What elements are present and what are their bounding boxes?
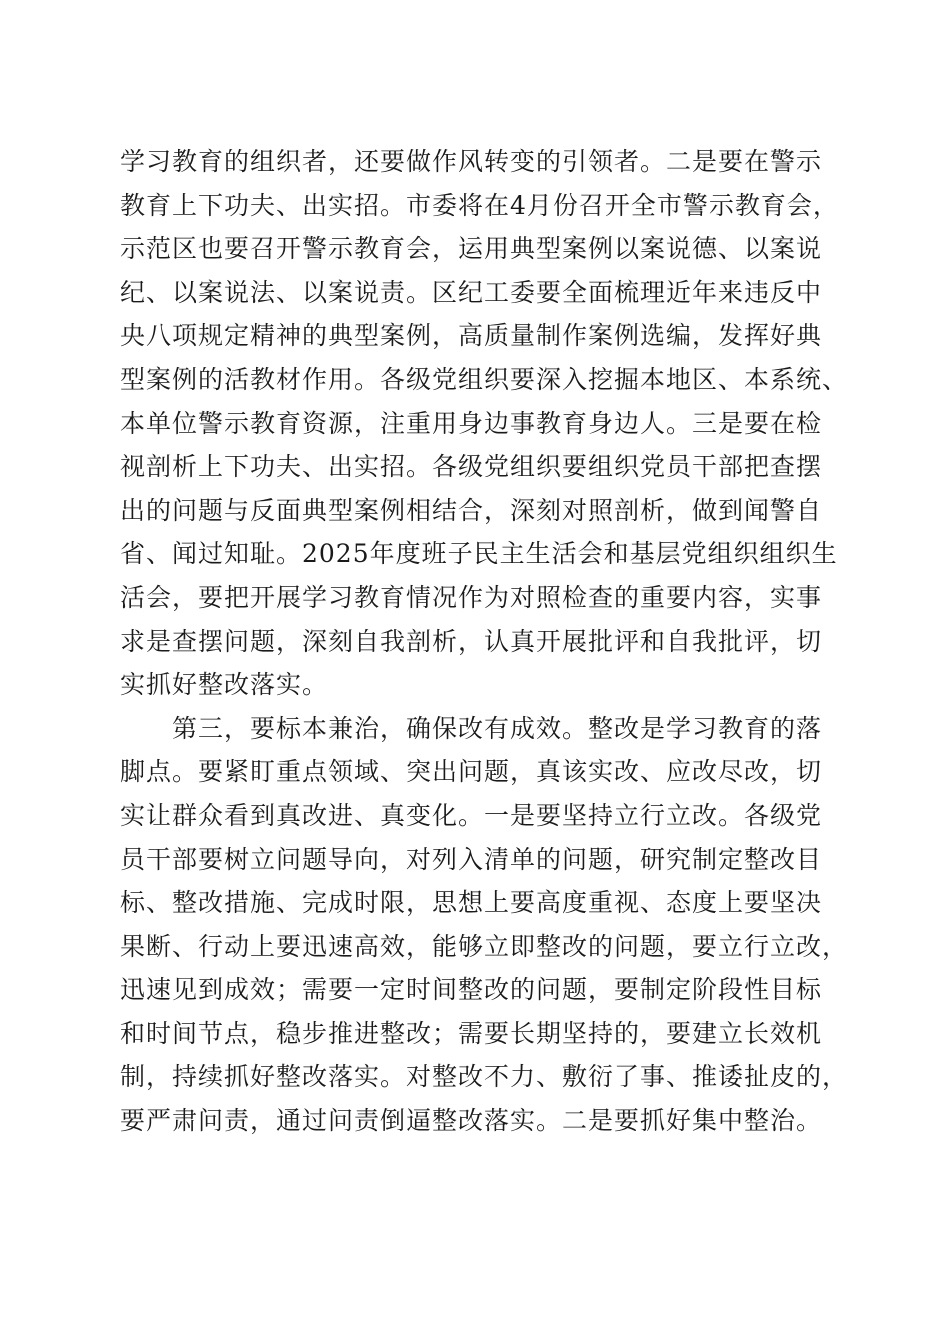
text-line: 示范区也要召开警示教育会，运用典型案例以案说德、以案说 [120, 234, 823, 264]
text-line: 视剖析上下功夫、出实招。各级党组织要组织党员干部把查摆 [120, 452, 823, 482]
text-line: 本单位警示教育资源，注重用身边事教育身边人。三是要在检 [120, 408, 823, 438]
text-line: 教育上下功夫、出实招。市委将在4月份召开全市警示教育会， [120, 190, 839, 220]
paragraph-start-line: 第三，要标本兼治，确保改有成效。整改是学习教育的落 [172, 713, 823, 743]
text-line: 制，持续抓好整改落实。对整改不力、敷衍了事、推诿扯皮的， [120, 1062, 849, 1092]
text-line: 央八项规定精神的典型案例，高质量制作案例选编，发挥好典 [120, 321, 823, 351]
text-line: 果断、行动上要迅速高效，能够立即整改的问题，要立行立改， [120, 931, 849, 961]
text-line: 迅速见到成效；需要一定时间整改的问题，要制定阶段性目标 [120, 975, 823, 1005]
body-text [120, 140, 849, 1143]
text-line: 要严肃问责，通过问责倒逼整改落实。二是要抓好集中整治。 [120, 1106, 823, 1136]
text-line: 省、闻过知耻。2025年度班子民主生活会和基层党组织组织生 [120, 539, 838, 569]
text-line: 和时间节点，稳步推进整改；需要长期坚持的，要建立长效机 [120, 1018, 823, 1048]
text-line: 型案例的活教材作用。各级党组织要深入挖掘本地区、本系统、 [120, 364, 849, 394]
text-line: 纪、以案说法、以案说责。区纪工委要全面梳理近年来违反中 [120, 277, 823, 307]
text-line: 标、整改措施、完成时限，思想上要高度重视、态度上要坚决 [120, 888, 823, 918]
text-line: 实抓好整改落实。 [120, 670, 329, 700]
text-line: 脚点。要紧盯重点领域、突出问题，真该实改、应改尽改，切 [120, 757, 823, 787]
text-line: 出的问题与反面典型案例相结合，深刻对照剖析，做到闻警自 [120, 495, 823, 525]
text-line: 活会，要把开展学习教育情况作为对照检查的重要内容，实事 [120, 582, 823, 612]
text-line: 实让群众看到真改进、真变化。一是要坚持立行立改。各级党 [120, 800, 823, 830]
text-line: 员干部要树立问题导向，对列入清单的问题，研究制定整改目 [120, 844, 823, 874]
text-line: 求是查摆问题，深刻自我剖析，认真开展批评和自我批评，切 [120, 626, 823, 656]
text-line: 学习教育的组织者，还要做作风转变的引领者。二是要在警示 [120, 147, 823, 176]
